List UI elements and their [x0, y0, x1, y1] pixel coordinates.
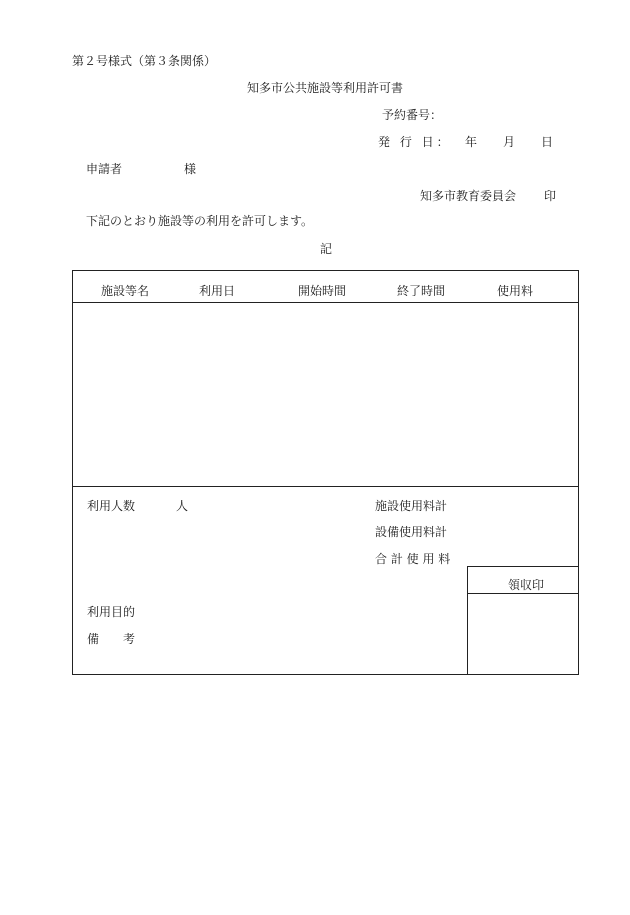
header-divider — [73, 302, 578, 303]
col-header-facility: 施設等名 — [101, 284, 150, 298]
receipt-label-divider — [467, 593, 578, 594]
reservation-number-label: 予約番号： — [382, 108, 443, 122]
receipt-seal-label: 領収印 — [508, 578, 545, 592]
equipment-fee-total-label: 設備使用料計 — [375, 525, 448, 539]
issue-month-label: 月 — [503, 135, 516, 149]
users-label: 利用人数 — [87, 499, 136, 513]
col-header-end: 終了時間 — [397, 284, 446, 298]
issue-year-label: 年 — [465, 135, 478, 149]
col-header-start: 開始時間 — [298, 284, 347, 298]
body-divider — [73, 486, 578, 487]
users-unit: 人 — [176, 499, 189, 513]
col-header-fee: 使用料 — [497, 284, 534, 298]
receipt-top-divider — [467, 566, 578, 567]
permission-statement: 下記のとおり施設等の利用を許可します。 — [86, 214, 314, 228]
ki-notation: 記 — [320, 242, 333, 256]
issuer-seal: 印 — [544, 189, 557, 203]
applicant-honorific: 様 — [184, 162, 197, 176]
issuer-name: 知多市教育委員会 — [420, 189, 517, 203]
remarks-label: 備 考 — [87, 632, 136, 646]
issue-date-label: 発 行 日： — [378, 135, 452, 149]
document-title: 知多市公共施設等利用許可書 — [247, 81, 404, 95]
receipt-left-divider — [467, 566, 468, 674]
col-header-date: 利用日 — [199, 284, 236, 298]
issue-day-label: 日 — [541, 135, 554, 149]
purpose-label: 利用目的 — [87, 605, 136, 619]
form-number: 第２号様式（第３条関係） — [72, 54, 217, 68]
total-fee-label: 合 計 使 用 料 — [375, 552, 451, 566]
permit-table — [72, 270, 579, 675]
facility-fee-total-label: 施設使用料計 — [375, 499, 448, 513]
applicant-label: 申請者 — [86, 162, 123, 176]
